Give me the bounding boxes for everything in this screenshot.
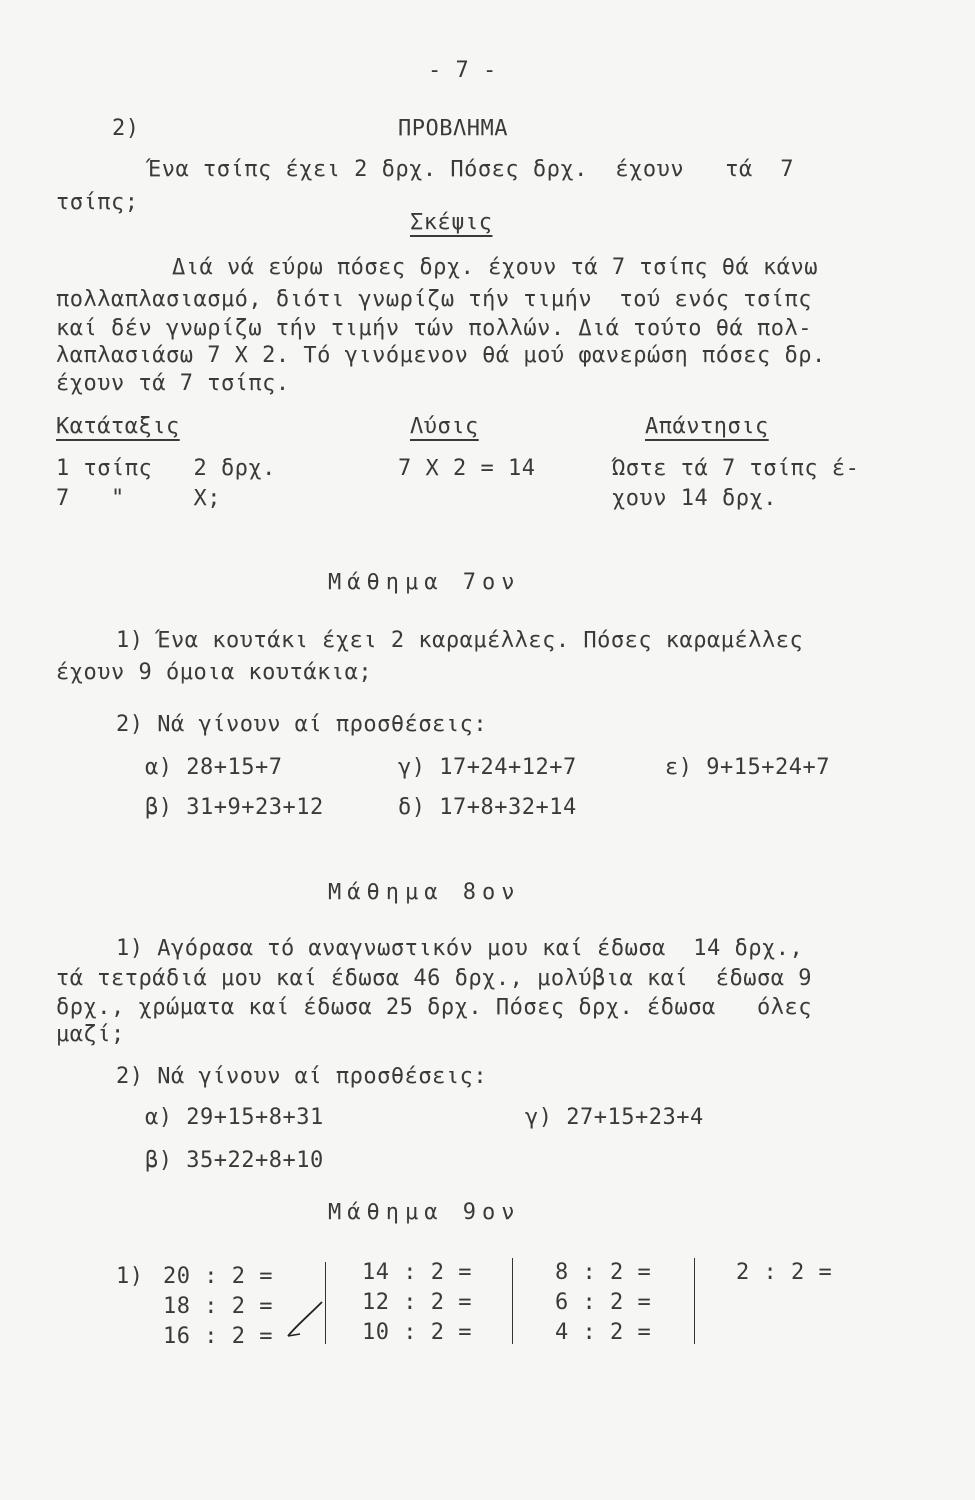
lesson-9-label: 1) [116, 1264, 144, 1289]
division-4-1: 2 : 2 = [736, 1260, 833, 1285]
division-1-1: 20 : 2 = [163, 1264, 273, 1289]
solution-text: 7 Χ 2 = 14 [398, 456, 536, 481]
division-2-2: 12 : 2 = [362, 1290, 472, 1315]
division-1-3: 16 : 2 = [163, 1324, 273, 1349]
lesson-8-sum-c: γ) 27+15+23+4 [525, 1105, 704, 1130]
lesson-8-heading: Μάθημα 8ον [328, 880, 521, 905]
lesson-8-q1-line-1: 1) Αγόρασα τό αναγνωστικόν μου καί έδωσα 14 δρχ., [116, 936, 804, 961]
arrangement-row-2: 7 " Χ; [56, 486, 221, 511]
division-3-2: 6 : 2 = [555, 1290, 652, 1315]
lesson-7-q2: 2) Νά γίνουν αί προσθέσεις: [116, 712, 488, 737]
thinking-line-1: Διά νά εύρω πόσες δρχ. έχουν τά 7 τσίπς θά κάνω [172, 255, 819, 280]
lesson-7-q1-line-1: 1) Ένα κουτάκι έχει 2 καραμέλλες. Πόσες καραμέλλες [116, 628, 804, 653]
division-2-3: 10 : 2 = [362, 1320, 472, 1345]
division-3-3: 4 : 2 = [555, 1320, 652, 1345]
lesson-8-sum-a: α) 29+15+8+31 [145, 1105, 324, 1130]
thinking-line-2: πολλαπλασιασμό, διότι γνωρίζω τήν τιμήν τού ενός τσίπς [56, 287, 812, 312]
thinking-line-5: έχουν τά 7 τσίπς. [56, 371, 290, 396]
lesson-7-heading: Μάθημα 7ον [328, 570, 521, 595]
lesson-7-q1-line-2: έχουν 9 όμοια κουτάκια; [56, 660, 373, 685]
lesson-8-q2: 2) Νά γίνουν αί προσθέσεις: [116, 1064, 488, 1089]
thinking-line-4: λαπλασιάσω 7 Χ 2. Τό γινόμενον θά μού φανερώση πόσες δρ. [56, 343, 826, 368]
lesson-7-sum-c: γ) 17+24+12+7 [398, 755, 577, 780]
division-1-2: 18 : 2 = [163, 1294, 273, 1319]
lesson-9-heading: Μάθημα 9ον [328, 1200, 521, 1225]
arrangement-heading: Κατάταξις [56, 414, 180, 439]
lesson-7-sum-b: β) 31+9+23+12 [145, 795, 324, 820]
arrangement-row-1: 1 τσίπς 2 δρχ. [56, 456, 276, 481]
thinking-line-3: καί δέν γνωρίζω τήν τιμήν τών πολλών. Διά τούτο θά πολ- [56, 316, 812, 341]
lesson-8-q1-line-3: δρχ., χρώματα καί έδωσα 25 δρχ. Πόσες δρχ. έδωσα όλες [56, 995, 812, 1020]
thinking-heading: Σκέψις [410, 210, 493, 235]
lesson-8-sum-b: β) 35+22+8+10 [145, 1148, 324, 1173]
lesson-7-sum-e: ε) 9+15+24+7 [665, 755, 830, 780]
page-number: - 7 - [428, 58, 497, 83]
problem-number: 2) [112, 116, 140, 141]
answer-line-2: χουν 14 δρχ. [612, 486, 777, 511]
problem-statement-line-2: τσίπς; [56, 190, 139, 215]
division-2-1: 14 : 2 = [362, 1260, 472, 1285]
problem-title: ΠΡΟΒΛΗΜΑ [398, 116, 508, 141]
pen-mark-icon [280, 1296, 330, 1342]
answer-heading: Απάντησις [645, 414, 769, 439]
lesson-7-sum-a: α) 28+15+7 [145, 755, 283, 780]
division-3-1: 8 : 2 = [555, 1260, 652, 1285]
column-divider-2 [512, 1258, 513, 1344]
lesson-8-q1-line-4: μαζί; [56, 1022, 125, 1047]
lesson-8-q1-line-2: τά τετράδιά μου καί έδωσα 46 δρχ., μολύβια καί έδωσα 9 [56, 966, 812, 991]
answer-line-1: Ώστε τά 7 τσίπς έ- [612, 456, 860, 481]
lesson-7-sum-d: δ) 17+8+32+14 [398, 795, 577, 820]
column-divider-3 [694, 1258, 695, 1344]
solution-heading: Λύσις [410, 414, 479, 439]
problem-statement-line-1: Ένα τσίπς έχει 2 δρχ. Πόσες δρχ. έχουν τά 7 [148, 157, 795, 182]
